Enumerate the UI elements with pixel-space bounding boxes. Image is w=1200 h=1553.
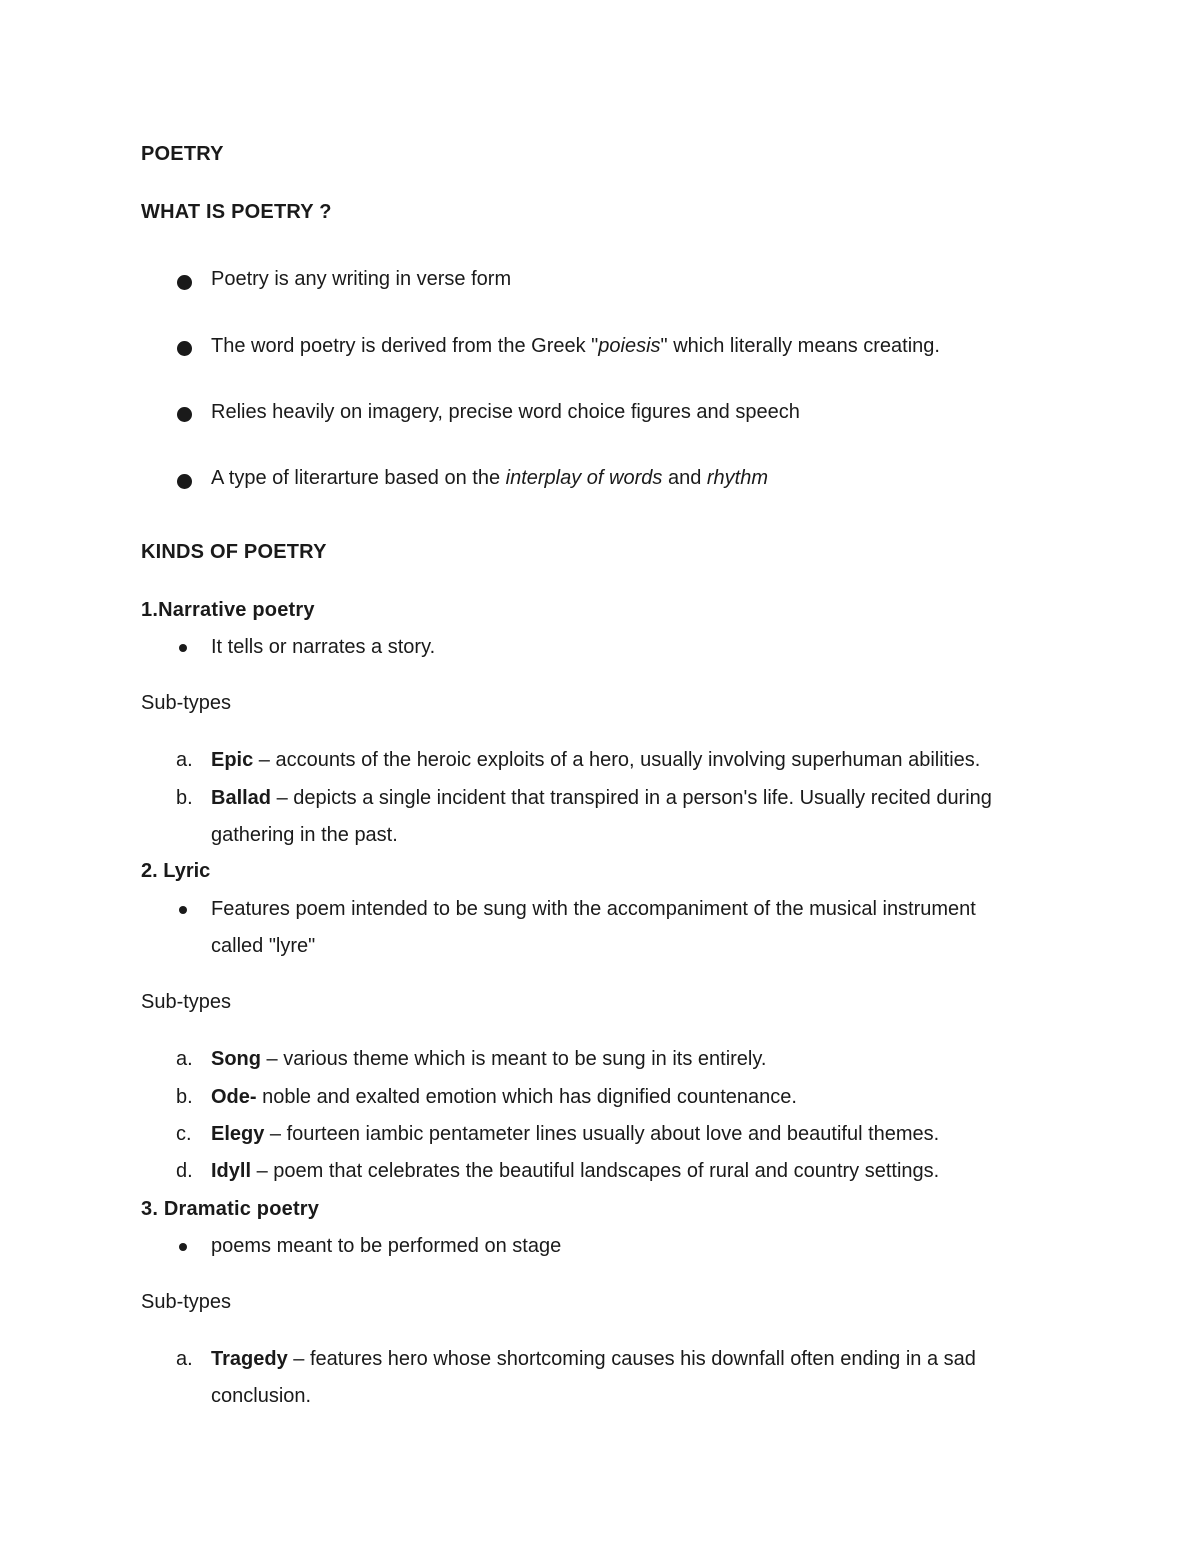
page-title: POETRY [141,143,224,165]
list-item [211,1048,766,1071]
subtypes-label: Sub-types [141,692,232,714]
list-item: It tells or narrates a story. [211,636,436,658]
list-item-continuation: gathering in the past. [211,824,398,846]
subtypes-label: Sub-types [141,991,232,1013]
heading-number: 2 [141,860,153,882]
list-marker: a. [176,1348,193,1370]
bullet-icon [177,474,192,489]
definition: noble and exalted emotion which has dignified countenance. [256,1086,797,1108]
term: Song [211,1048,261,1070]
list-marker: c. [176,1123,192,1145]
definition: – fourteen iambic pentameter lines usually about love and beautiful themes. [264,1123,940,1145]
list-item-text: A type of literarture based on the [211,467,506,489]
list-item [211,787,992,810]
bullet-icon [177,407,192,422]
list-marker: a. [176,749,193,771]
term: Idyll [211,1160,252,1182]
list-item [211,1160,939,1183]
list-item-italic: poiesis [598,335,661,357]
heading-text: . Lyric [152,860,211,882]
term: Elegy [211,1123,265,1145]
list-item: Features poem intended to be sung with the accompaniment of the musical instrument [211,898,976,920]
bullet-icon [179,1243,187,1251]
list-marker: b. [176,1086,193,1108]
list-item [211,1086,797,1109]
list-item: Poetry is any writing in verse form [211,268,512,290]
subtypes-label: Sub-types [141,1291,232,1313]
bullet-icon [177,341,192,356]
definition: – depicts a single incident that transpired in a person's life. Usually recited during [271,787,992,809]
definition: – poem that celebrates the beautiful landscapes of rural and country settings. [251,1160,940,1182]
bullet-icon [177,275,192,290]
list-item [211,1123,939,1146]
list-marker: a. [176,1048,193,1070]
list-item-text: " which literally means creating. [660,335,940,357]
list-item-italic: rhythm [706,467,768,489]
list-item-text: and [662,467,707,489]
list-item: Relies heavily on imagery, precise word choice figures and speech [211,401,800,423]
term: Epic [211,749,254,771]
subsection-heading-narrative: 1.Narrative poetry [141,599,315,621]
section-heading-what-is-poetry: WHAT IS POETRY ? [141,201,332,223]
subsection-heading-lyric [141,860,210,883]
bullet-icon [179,644,187,652]
list-item [211,1348,976,1371]
list-item-continuation: conclusion. [211,1385,312,1407]
term: Tragedy [211,1348,288,1370]
subsection-heading-dramatic: 3. Dramatic poetry [141,1198,320,1220]
bullet-icon [179,906,187,914]
section-heading-kinds-of-poetry: KINDS OF POETRY [141,541,327,563]
list-item [211,467,768,490]
term: Ballad [211,787,272,809]
term: Ode- [211,1086,257,1108]
definition: – various theme which is meant to be sung in its entirely. [261,1048,767,1070]
list-item-text: The word poetry is derived from the Greek " [211,335,599,357]
list-marker: d. [176,1160,193,1182]
list-item-italic: interplay of words [505,467,663,489]
list-item-continuation: called "lyre" [211,935,316,957]
definition: – accounts of the heroic exploits of a hero, usually involving superhuman abilities. [253,749,981,771]
list-item: poems meant to be performed on stage [211,1235,562,1257]
list-marker: b. [176,787,193,809]
definition: – features hero whose shortcoming causes his downfall often ending in a sad [287,1348,976,1370]
list-item [211,749,980,772]
list-item [211,335,940,358]
